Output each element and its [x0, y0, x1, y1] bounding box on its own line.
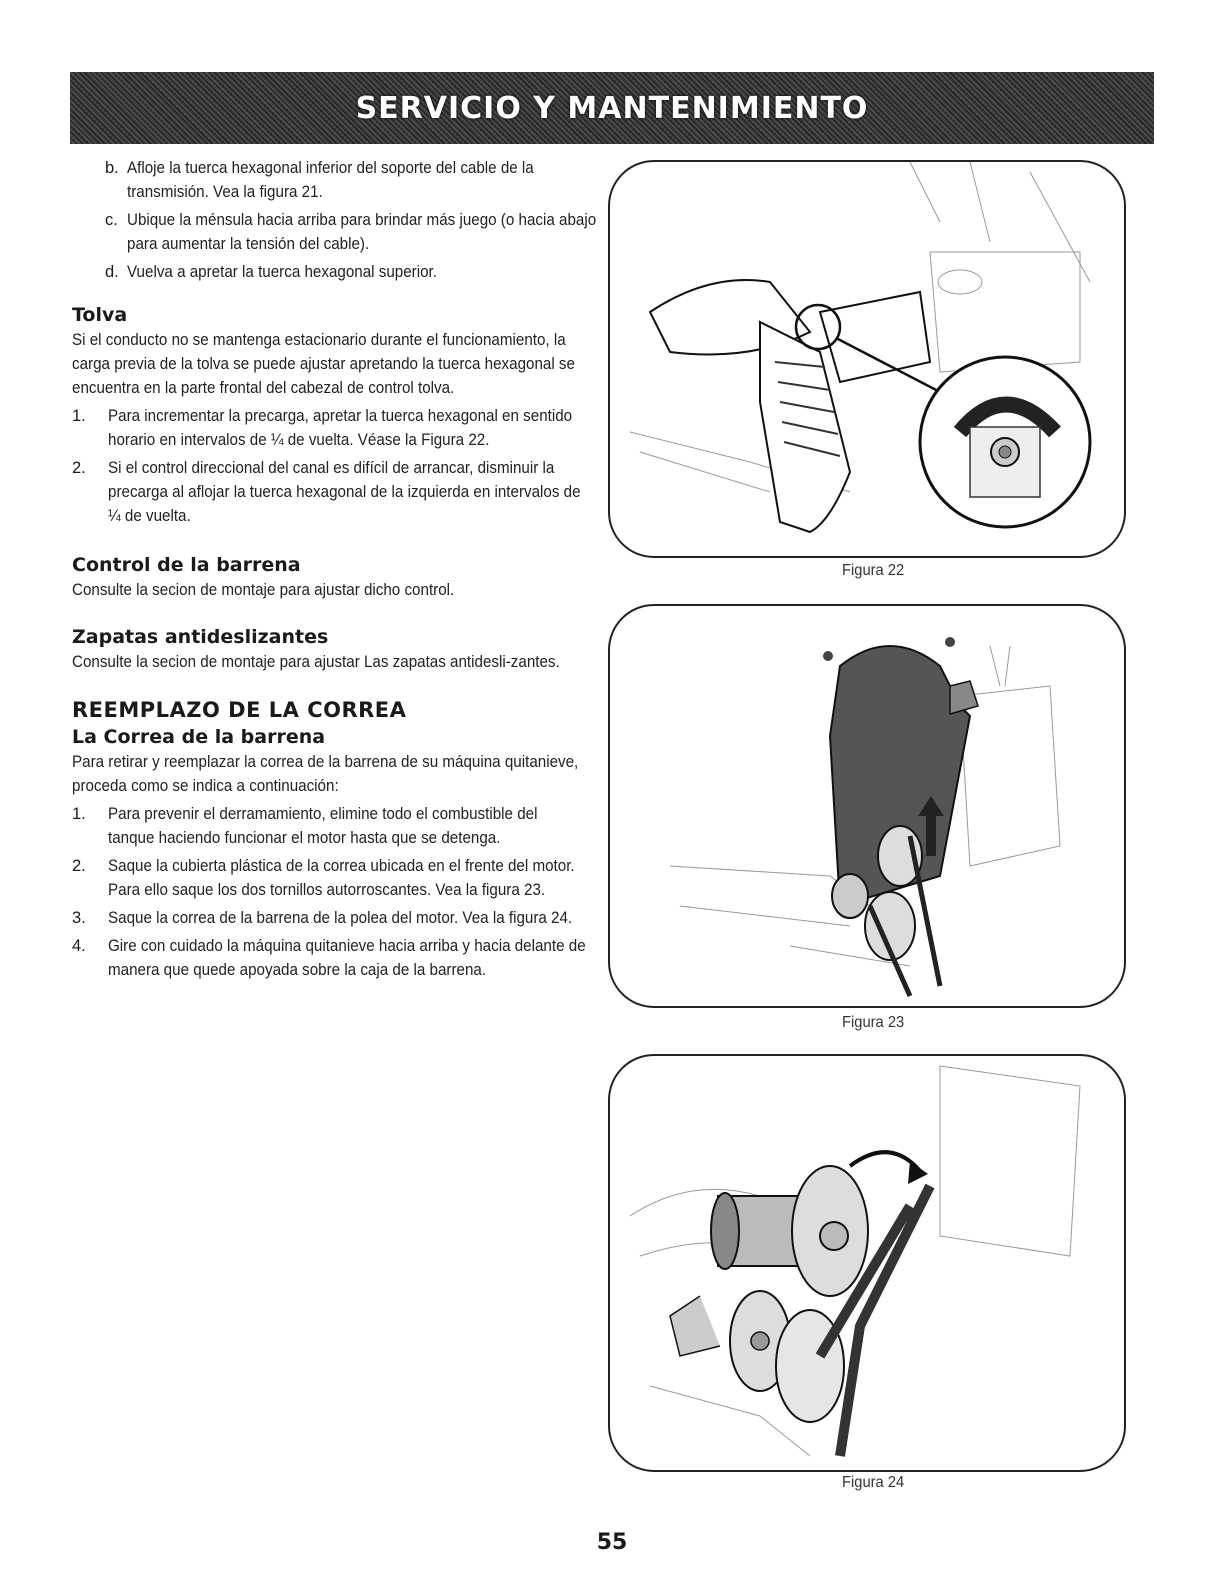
figure-24-caption: Figura 24: [842, 1474, 905, 1491]
reemplazo-subheading: La Correa de la barrena: [72, 726, 326, 748]
list-text: Para prevenir el derramamiento, elimine todo el combustible del tanque haciendo funcionar el motor hasta que se detenga.: [108, 805, 538, 847]
section-banner: [70, 72, 1154, 144]
list-item: [72, 854, 592, 902]
figure-23-image: [608, 604, 1126, 1008]
list-marker: b.: [105, 159, 119, 177]
list-item: [72, 456, 592, 528]
list-item: [72, 156, 592, 204]
zapatas-body: Consulte la secion de montaje para ajustar Las zapatas antidesli-zantes.: [72, 653, 560, 671]
list-marker: 2.: [72, 857, 86, 875]
list-text: Para incrementar la precarga, apretar la tuerca hexagonal en sentido horario en intervalos de ¼ de vuelta. Véase la Figura 22.: [108, 407, 573, 449]
list-marker: 4.: [72, 937, 86, 955]
belt-removal-illustration: [610, 1056, 1124, 1470]
list-item: [72, 208, 597, 256]
figure-23-caption: Figura 23: [842, 1014, 905, 1031]
list-marker: 2.: [72, 459, 86, 477]
tolva-body: Si el conducto no se mantenga estacionario durante el funcionamiento, la carga previa de la tolva se puede ajustar apretando la tuerca hexagonal se encuentra en la parte frontal del cabezal de control tolva.: [72, 331, 575, 397]
list-text: Ubique la ménsula hacia arriba para brindar más juego (o hacia abajo para aumentar la tensión del cable).: [127, 211, 597, 253]
belt-cover-illustration: [610, 606, 1124, 1006]
list-marker: 1.: [72, 805, 86, 823]
list-text: Vuelva a apretar la tuerca hexagonal superior.: [127, 263, 437, 281]
figure-22-image: [608, 160, 1126, 558]
list-text: Afloje la tuerca hexagonal inferior del soporte del cable de la transmisión. Vea la figura 21.: [127, 159, 534, 201]
list-marker: d.: [105, 263, 119, 281]
reemplazo-heading: REEMPLAZO DE LA CORREA: [72, 698, 407, 722]
list-item: [72, 260, 592, 284]
control-barrena-body: Consulte la secion de montaje para ajustar dicho control.: [72, 581, 455, 599]
list-item: [72, 802, 592, 850]
reemplazo-body: Para retirar y reemplazar la correa de la barrena de su máquina quitanieve, proceda como se indica a continuación:: [72, 753, 579, 795]
list-marker: c.: [105, 211, 118, 229]
list-text: Gire con cuidado la máquina quitanieve hacia arriba y hacia delante de manera que quede apoyada sobre la caja de la barrena.: [108, 937, 586, 979]
control-barrena-heading: Control de la barrena: [72, 554, 301, 576]
chute-adjustment-illustration: [610, 162, 1124, 556]
page-title: SERVICIO Y MANTENIMIENTO: [355, 90, 869, 126]
text-column: [72, 156, 597, 986]
list-marker: 1.: [72, 407, 86, 425]
list-item: [72, 404, 592, 452]
figure-24-image: [608, 1054, 1126, 1472]
list-marker: 3.: [72, 909, 86, 927]
list-item: [72, 906, 592, 930]
list-text: Si el control direccional del canal es difícil de arrancar, disminuir la precarga al aflojar la tuerca hexagonal de la izquierda en intervalos de ¼ de vuelta.: [108, 459, 581, 525]
zapatas-heading: Zapatas antideslizantes: [72, 626, 329, 648]
page-number: 55: [596, 1530, 628, 1555]
tolva-heading: Tolva: [72, 304, 128, 326]
list-text: Saque la cubierta plástica de la correa ubicada en el frente del motor. Para ello saque los dos tornillos autorroscantes. Vea la figura 23.: [108, 857, 575, 899]
figure-22-caption: Figura 22: [842, 562, 905, 579]
list-text: Saque la correa de la barrena de la polea del motor. Vea la figura 24.: [108, 909, 573, 927]
list-item: [72, 934, 592, 982]
